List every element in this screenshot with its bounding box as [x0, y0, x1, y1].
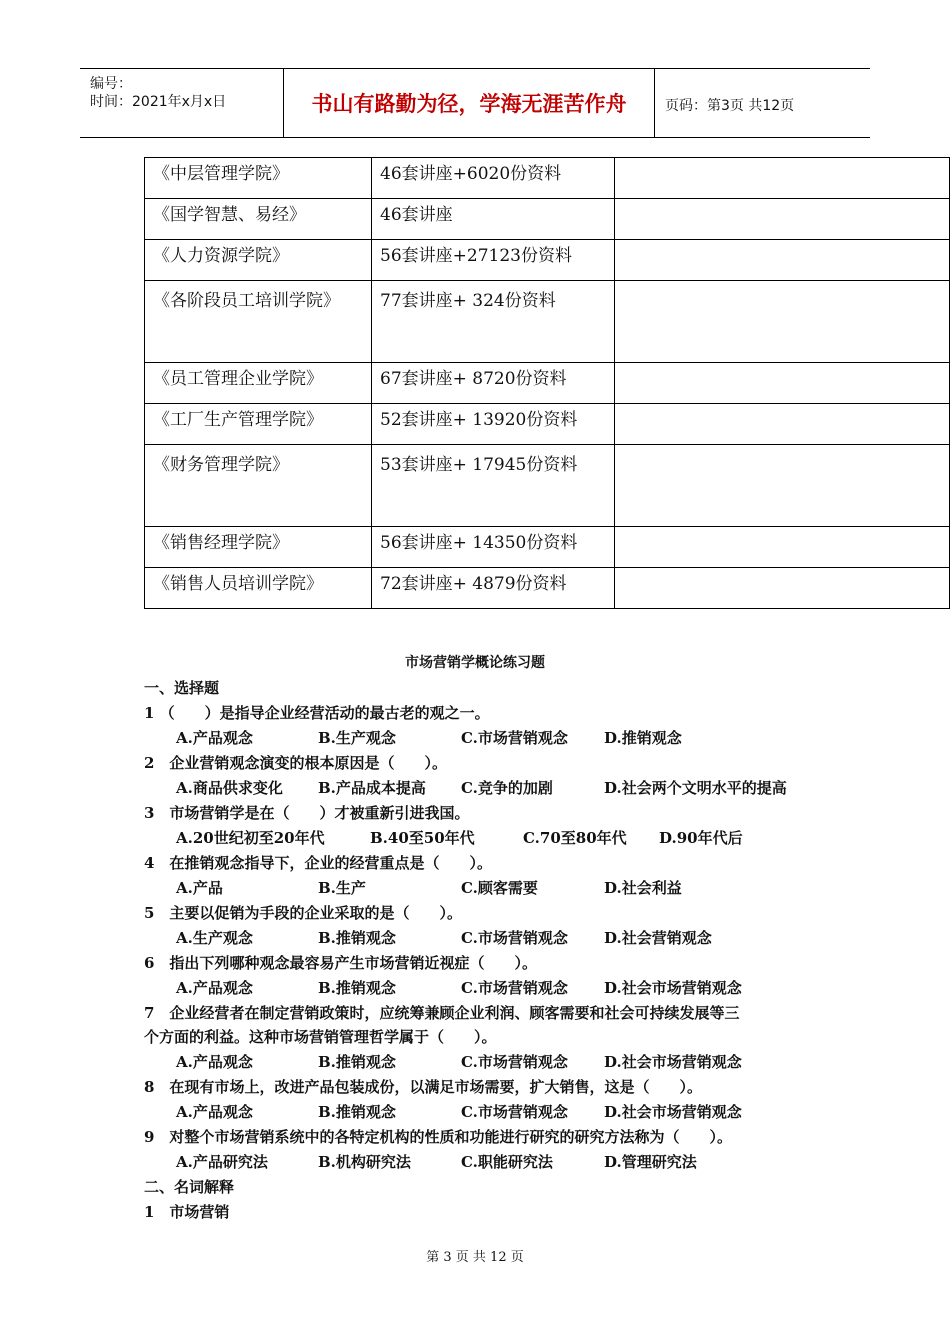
- table-cell-name: 《各阶段员工培训学院》: [145, 281, 372, 363]
- table-cell-extra: [615, 527, 950, 568]
- question-4: 4 在推销观念指导下，企业的经营重点是（ ）。: [144, 854, 492, 872]
- option-a: A.产品观念: [176, 1103, 253, 1121]
- table-cell-name: 《销售人员培训学院》: [145, 568, 372, 609]
- table-row: [145, 363, 950, 404]
- option-d: D.90年代后: [659, 829, 743, 847]
- table-cell-extra: [615, 568, 950, 609]
- option-c: C.市场营销观念: [461, 729, 568, 747]
- option-c: C.70至80年代: [523, 829, 627, 847]
- page-footer: 第 3 页 共 12 页: [426, 1250, 524, 1265]
- option-d: D.社会市场营销观念: [604, 1103, 742, 1121]
- question-8: 8 在现有市场上，改进产品包装成份，以满足市场需要，扩大销售，这是（ ）。: [144, 1078, 702, 1096]
- header-page-info: 页码：第3页 共12页: [665, 98, 795, 114]
- question-3: 3 市场营销学是在（ ）才被重新引进我国。: [144, 804, 470, 822]
- table-row: [145, 281, 950, 363]
- option-d: D.社会两个文明水平的提高: [604, 779, 787, 797]
- table-row: [145, 240, 950, 281]
- table-row: [145, 199, 950, 240]
- option-a: A.产品观念: [176, 729, 253, 747]
- section-heading-terms: 二、名词解释: [144, 1178, 235, 1196]
- option-b: B.40至50年代: [370, 829, 475, 847]
- table-cell-desc: 56套讲座+27123份资料: [372, 240, 615, 281]
- option-b: B.产品成本提高: [318, 779, 426, 797]
- question-2: 2 企业营销观念演变的根本原因是（ ）。: [144, 754, 447, 772]
- term-item: 1 市场营销: [144, 1203, 230, 1221]
- option-c: C.市场营销观念: [461, 1103, 568, 1121]
- table-cell-desc: 52套讲座+ 13920份资料: [372, 404, 615, 445]
- option-b: B.生产观念: [318, 729, 396, 747]
- option-d: D.社会市场营销观念: [604, 979, 742, 997]
- resource-table: [144, 157, 950, 609]
- table-cell-desc: 56套讲座+ 14350份资料: [372, 527, 615, 568]
- table-cell-name: 《财务管理学院》: [145, 445, 372, 527]
- option-d: D.推销观念: [604, 729, 682, 747]
- option-d: D.社会市场营销观念: [604, 1053, 742, 1071]
- option-d: D.社会营销观念: [604, 929, 712, 947]
- section-heading-choice: 一、选择题: [144, 679, 220, 697]
- table-cell-name: 《人力资源学院》: [145, 240, 372, 281]
- option-b: B.推销观念: [318, 929, 396, 947]
- table-row: [145, 445, 950, 527]
- table-cell-extra: [615, 240, 950, 281]
- option-b: B.推销观念: [318, 1103, 396, 1121]
- table-cell-name: 《国学智慧、易经》: [145, 199, 372, 240]
- table-cell-desc: 53套讲座+ 17945份资料: [372, 445, 615, 527]
- table-cell-extra: [615, 445, 950, 527]
- option-c: C.职能研究法: [461, 1153, 553, 1171]
- option-d: D.管理研究法: [604, 1153, 697, 1171]
- page-header: [80, 68, 870, 138]
- table-cell-extra: [615, 404, 950, 445]
- table-cell-extra: [615, 363, 950, 404]
- option-b: B.推销观念: [318, 979, 396, 997]
- option-a: A.产品研究法: [176, 1153, 268, 1171]
- question-9: 9 对整个市场营销系统中的各特定机构的性质和功能进行研究的研究方法称为（ ）。: [144, 1128, 732, 1146]
- option-c: C.市场营销观念: [461, 1053, 568, 1071]
- table-cell-desc: 72套讲座+ 4879份资料: [372, 568, 615, 609]
- option-a: A.生产观念: [176, 929, 253, 947]
- question-7-continued: 个方面的利益。这种市场营销管理哲学属于（ ）。: [144, 1028, 497, 1046]
- option-d: D.社会利益: [604, 879, 682, 897]
- table-cell-extra: [615, 158, 950, 199]
- option-b: B.机构研究法: [318, 1153, 411, 1171]
- option-a: A.20世纪初至20年代: [176, 829, 325, 847]
- header-motto: 书山有路勤为径，学海无涯苦作舟: [284, 69, 655, 137]
- table-row: [145, 568, 950, 609]
- question-5: 5 主要以促销为手段的企业采取的是（ ）。: [144, 904, 462, 922]
- question-6: 6 指出下列哪种观念最容易产生市场营销近视症（ ）。: [144, 954, 537, 972]
- table-cell-desc: 46套讲座+6020份资料: [372, 158, 615, 199]
- option-b: B.生产: [318, 879, 366, 897]
- table-row: [145, 158, 950, 199]
- option-a: A.产品观念: [176, 979, 253, 997]
- question-7: 7 企业经营者在制定营销政策时，应统筹兼顾企业利润、顾客需要和社会可持续发展等三: [144, 1004, 740, 1022]
- table-cell-name: 《销售经理学院》: [145, 527, 372, 568]
- table-cell-name: 《工厂生产管理学院》: [145, 404, 372, 445]
- question-1: 1 （ ）是指导企业经营活动的最古老的观之一。: [144, 704, 490, 722]
- option-a: A.产品观念: [176, 1053, 253, 1071]
- option-b: B.推销观念: [318, 1053, 396, 1071]
- option-c: C.市场营销观念: [461, 979, 568, 997]
- option-c: C.市场营销观念: [461, 929, 568, 947]
- option-a: A.商品供求变化: [176, 779, 283, 797]
- time-label: 时间：2021年x月x日: [90, 94, 227, 110]
- table-cell-desc: 67套讲座+ 8720份资料: [372, 363, 615, 404]
- option-a: A.产品: [176, 879, 223, 897]
- header-meta: [80, 69, 284, 137]
- table-cell-desc: 77套讲座+ 324份资料: [372, 281, 615, 363]
- table-cell-extra: [615, 281, 950, 363]
- exercise-title: 市场营销学概论练习题: [405, 655, 545, 671]
- table-cell-name: 《中层管理学院》: [145, 158, 372, 199]
- table-cell-desc: 46套讲座: [372, 199, 615, 240]
- table-cell-extra: [615, 199, 950, 240]
- table-row: [145, 527, 950, 568]
- table-cell-name: 《员工管理企业学院》: [145, 363, 372, 404]
- code-label: 编号：: [90, 76, 132, 92]
- option-c: C.顾客需要: [461, 879, 538, 897]
- option-c: C.竞争的加剧: [461, 779, 553, 797]
- table-row: [145, 404, 950, 445]
